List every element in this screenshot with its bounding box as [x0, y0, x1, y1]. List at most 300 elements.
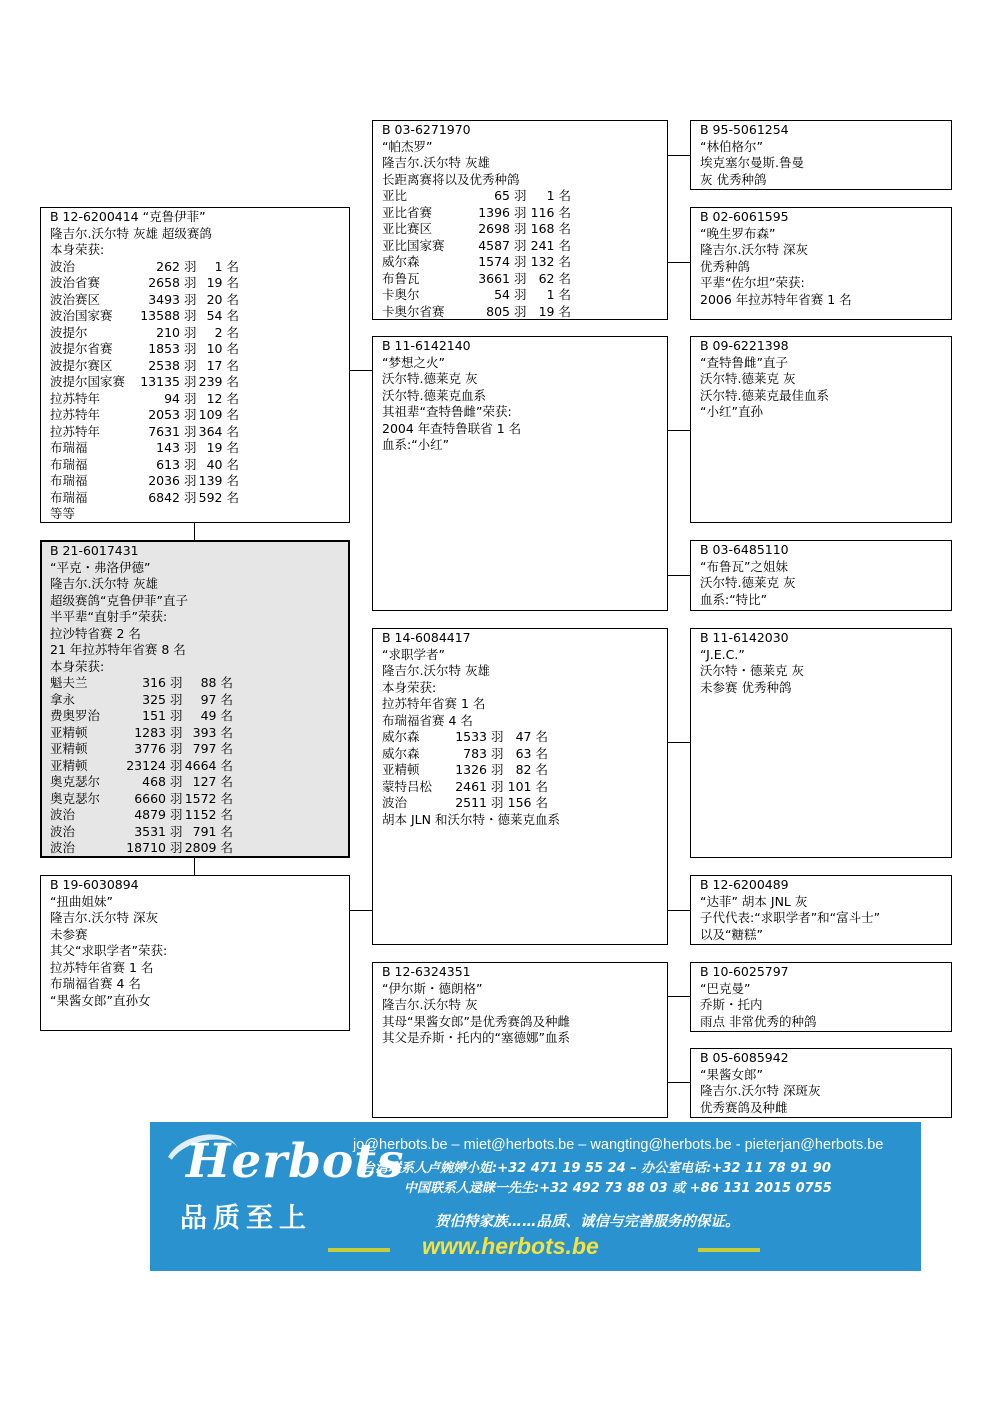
- pedigree-box-ggp-1: [690, 120, 952, 190]
- race-birds: 1853: [148, 341, 180, 356]
- race-result-row: [382, 779, 667, 796]
- race-birds: 468: [142, 774, 166, 789]
- connector: [667, 430, 690, 431]
- herbots-logo: Herbots: [186, 1134, 405, 1189]
- unit-birds: 羽: [514, 237, 527, 253]
- unit-rank: 名: [226, 291, 240, 307]
- unit-birds: 羽: [184, 489, 197, 505]
- pedigree-text-line: 2006 年拉苏特年省赛 1 名: [700, 291, 852, 307]
- pedigree-text-line: “果酱女郎”: [700, 1066, 763, 1082]
- connector: [667, 155, 690, 156]
- race-result-row: [50, 259, 349, 276]
- race-result-row: [50, 807, 348, 824]
- race-result-row: [50, 791, 348, 808]
- pedigree-box-ggp-6: [690, 875, 952, 945]
- race-birds: 2053: [148, 407, 180, 422]
- race-name: 奥克瑟尔: [50, 790, 101, 806]
- race-name: 卡奥尔省赛: [382, 303, 445, 319]
- race-result-row: [50, 692, 348, 709]
- pedigree-text-line: 隆吉尔.沃尔特 深灰: [700, 242, 808, 257]
- pedigree-text-line: 本身荣获:: [50, 242, 105, 257]
- race-rank: 1152: [184, 807, 217, 822]
- unit-rank: 名: [226, 390, 240, 406]
- banner-emails[interactable]: jo@herbots.be – miet@herbots.be – wangting@herbots.be - pieterjan@herbots.be: [353, 1137, 884, 1153]
- race-birds: 1533: [455, 729, 487, 744]
- unit-rank: 名: [226, 407, 240, 422]
- unit-rank: 名: [226, 341, 240, 356]
- pedigree-text-line: 布瑞福省赛 4 名: [50, 976, 141, 991]
- unit-birds: 羽: [184, 456, 197, 472]
- unit-rank: 名: [558, 303, 572, 319]
- pedigree-text-line: “梦想之火”: [382, 354, 445, 370]
- unit-rank: 名: [535, 778, 549, 794]
- pedigree-text-line: “巴克曼”: [700, 980, 751, 996]
- race-birds: 3776: [134, 741, 166, 756]
- banner-decor-line-left: [328, 1248, 390, 1252]
- race-result-row: [50, 741, 348, 758]
- pedigree-box-sire-sire: [372, 120, 668, 320]
- unit-birds: 羽: [170, 741, 183, 756]
- race-name: 波治: [50, 840, 76, 855]
- unit-birds: 羽: [184, 308, 197, 323]
- race-rank: 17: [206, 357, 223, 373]
- pedigree-text-line: 沃尔特・德莱克 灰: [700, 663, 804, 678]
- unit-rank: 名: [226, 275, 240, 290]
- unit-birds: 羽: [514, 303, 527, 319]
- unit-rank: 名: [558, 237, 572, 253]
- pedigree-text-line: 隆吉尔.沃尔特 深斑灰: [700, 1083, 821, 1098]
- race-birds: 143: [156, 440, 180, 455]
- unit-birds: 羽: [170, 807, 183, 822]
- race-name: 拉苏特年: [50, 423, 101, 439]
- unit-birds: 羽: [491, 778, 504, 794]
- race-name: 亚精顿: [50, 741, 88, 756]
- unit-birds: 羽: [184, 440, 197, 455]
- banner-china-contact: 中国联系人逯睐一先生:+32 492 73 88 03 或 +86 131 2015 0755: [404, 1181, 832, 1196]
- race-result-row: [382, 188, 667, 205]
- race-birds: 613: [156, 456, 180, 472]
- pedigree-text-line: 隆吉尔.沃尔特 灰: [382, 997, 478, 1012]
- pedigree-text-line: “小红”直孙: [700, 404, 763, 419]
- unit-rank: 名: [220, 675, 234, 690]
- pedigree-text-line: B 95-5061254: [700, 122, 789, 137]
- pedigree-box-ggp-3: [690, 336, 952, 523]
- banner-decor-line-right: [698, 1248, 760, 1252]
- race-rank: 116: [530, 204, 555, 220]
- race-birds: 4587: [478, 237, 510, 253]
- connector: [667, 996, 690, 997]
- unit-birds: 羽: [170, 840, 183, 855]
- race-name: 蒙特吕松: [382, 778, 433, 794]
- pedigree-text-line: 拉苏特年省赛 1 名: [382, 696, 486, 711]
- race-result-row: [50, 490, 349, 507]
- pedigree-text-line: B 09-6221398: [700, 338, 789, 353]
- race-result-row: [382, 746, 667, 763]
- unit-rank: 名: [558, 287, 572, 302]
- race-birds: 3493: [148, 291, 180, 307]
- race-birds: 2658: [148, 275, 180, 290]
- race-result-row: [382, 238, 667, 255]
- race-birds: 2511: [455, 795, 487, 810]
- pedigree-text-line: 优秀赛鸽及种雌: [700, 1099, 788, 1115]
- unit-rank: 名: [226, 258, 240, 274]
- race-result-row: [50, 275, 349, 292]
- race-rank: 139: [198, 473, 223, 488]
- unit-birds: 羽: [184, 423, 197, 439]
- pedigree-text-line: “晚生罗布森”: [700, 225, 776, 241]
- pedigree-text-line: 沃尔特.德莱克 灰: [700, 371, 796, 386]
- race-rank: 19: [206, 440, 223, 455]
- pedigree-text-line: 沃尔特.德莱克 灰: [382, 371, 478, 386]
- unit-birds: 羽: [184, 341, 197, 356]
- unit-rank: 名: [226, 440, 240, 455]
- race-result-row: [382, 271, 667, 288]
- pedigree-text-line: 以及“糖糕”: [700, 926, 763, 942]
- connector: [667, 575, 690, 576]
- race-rank: 364: [198, 423, 223, 439]
- unit-rank: 名: [558, 270, 572, 286]
- race-result-row: [382, 795, 667, 812]
- pedigree-text-line: 长距离赛将以及优秀种鸽: [382, 171, 520, 187]
- race-name: 亚精顿: [382, 762, 420, 777]
- unit-birds: 羽: [170, 774, 183, 789]
- pedigree-text-line: “伊尔斯・德朗格”: [382, 980, 483, 996]
- unit-birds: 羽: [184, 291, 197, 307]
- pedigree-text-line: “果酱女郎”直孙女: [50, 992, 151, 1008]
- race-result-row: [50, 358, 349, 375]
- race-birds: 262: [156, 258, 180, 274]
- pedigree-text-line: 2004 年查特鲁联省 1 名: [382, 420, 522, 436]
- race-result-row: [382, 287, 667, 304]
- race-result-row: [382, 205, 667, 222]
- pedigree-text-line: 布瑞福省赛 4 名: [382, 712, 473, 728]
- unit-birds: 羽: [184, 407, 197, 422]
- pedigree-box-subject: [40, 540, 350, 858]
- pedigree-box-dam-dam: [372, 962, 668, 1118]
- unit-rank: 名: [226, 357, 240, 373]
- pedigree-text-line: “布鲁瓦”之姐妹: [700, 558, 788, 574]
- pedigree-text-line: B 11-6142030: [700, 630, 789, 645]
- race-birds: 1396: [478, 204, 510, 220]
- pedigree-text-line: “达菲” 胡本 JNL 灰: [700, 893, 808, 909]
- pedigree-text-line: 半平辈“直射手”荣获:: [50, 609, 168, 624]
- race-name: 布瑞福: [50, 456, 88, 472]
- race-rank: 156: [507, 795, 532, 810]
- pedigree-box-ggp-5: [690, 628, 952, 858]
- race-name: 波治省赛: [50, 275, 101, 290]
- unit-rank: 名: [558, 188, 572, 203]
- race-birds: 94: [164, 390, 180, 406]
- race-name: 亚比省赛: [382, 204, 433, 220]
- connector: [349, 910, 372, 911]
- pedigree-text-line: 血系:“小红”: [382, 437, 450, 452]
- pedigree-text-line: B 05-6085942: [700, 1050, 789, 1065]
- race-birds: 783: [463, 745, 487, 761]
- race-rank: 168: [530, 221, 555, 236]
- unit-rank: 名: [226, 324, 240, 340]
- connector: [667, 1082, 690, 1083]
- race-name: 布鲁瓦: [382, 270, 420, 286]
- race-birds: 2036: [148, 473, 180, 488]
- race-birds: 325: [142, 691, 166, 707]
- connector: [667, 742, 690, 743]
- race-result-row: [50, 391, 349, 408]
- race-name: 拉苏特年: [50, 407, 101, 422]
- pedigree-text-line: 灰 优秀种鸽: [700, 171, 767, 187]
- pedigree-text-line: 拉沙特省赛 2 名: [50, 625, 141, 641]
- race-name: 波治国家赛: [50, 308, 113, 323]
- race-rank: 2: [214, 324, 223, 340]
- race-birds: 316: [142, 675, 166, 690]
- race-rank: 109: [198, 407, 223, 422]
- race-birds: 1283: [134, 724, 166, 740]
- pedigree-box-ggp-7: [690, 962, 952, 1032]
- race-rank: 2809: [184, 840, 217, 855]
- race-result-row: [50, 840, 348, 857]
- race-birds: 23124: [126, 757, 166, 773]
- race-rank: 12: [206, 390, 223, 406]
- race-rank: 54: [206, 308, 223, 323]
- race-name: 亚精顿: [50, 757, 88, 773]
- banner-tagline: 贺伯特家族……品质、诚信与完善服务的保证。: [435, 1214, 740, 1230]
- race-result-row: [382, 304, 667, 321]
- unit-birds: 羽: [491, 762, 504, 777]
- race-birds: 54: [494, 287, 510, 302]
- unit-rank: 名: [220, 790, 234, 806]
- race-rank: 791: [192, 823, 217, 839]
- unit-birds: 羽: [514, 287, 527, 302]
- pedigree-text-line: 雨点 非常优秀的种鸽: [700, 1013, 817, 1029]
- pedigree-text-line: “扭曲姐妹”: [50, 893, 113, 909]
- race-rank: 88: [200, 675, 217, 690]
- race-result-row: [50, 473, 349, 490]
- race-rank: 1: [546, 188, 555, 203]
- website-link[interactable]: www.herbots.be: [422, 1233, 599, 1259]
- pedigree-text-line: 沃尔特.德莱克最佳血系: [700, 387, 829, 403]
- race-result-row: [50, 457, 349, 474]
- unit-rank: 名: [535, 729, 549, 744]
- unit-birds: 羽: [514, 254, 527, 269]
- race-birds: 151: [142, 708, 166, 723]
- race-rank: 10: [206, 341, 223, 356]
- pedigree-text-line: 胡本 JLN 和沃尔特・德莱克血系: [382, 811, 560, 827]
- race-birds: 210: [156, 324, 180, 340]
- unit-birds: 羽: [184, 275, 197, 290]
- pedigree-text-line: B 21-6017431: [50, 543, 139, 558]
- unit-rank: 名: [558, 254, 572, 269]
- race-birds: 2538: [148, 357, 180, 373]
- race-name: 拉苏特年: [50, 390, 101, 406]
- race-birds: 6660: [134, 790, 166, 806]
- pedigree-text-line: “平克・弗洛伊德”: [50, 559, 151, 575]
- pedigree-text-line: “J.E.C.”: [700, 646, 745, 662]
- pedigree-box-ggp-2: [690, 207, 952, 320]
- unit-rank: 名: [535, 745, 549, 761]
- pedigree-box-sire-dam: [372, 336, 668, 611]
- unit-birds: 羽: [514, 221, 527, 236]
- pedigree-text-line: 等等: [50, 506, 76, 521]
- race-name: 波治: [50, 823, 76, 839]
- race-result-row: [50, 824, 348, 841]
- pedigree-text-line: 隆吉尔.沃尔特 灰雄: [50, 576, 158, 591]
- unit-birds: 羽: [514, 204, 527, 220]
- race-rank: 47: [515, 729, 532, 744]
- race-name: 魁夫兰: [50, 675, 88, 690]
- unit-rank: 名: [535, 762, 549, 777]
- race-result-row: [50, 424, 349, 441]
- race-name: 波提尔国家赛: [50, 374, 126, 389]
- unit-birds: 羽: [514, 188, 527, 203]
- unit-birds: 羽: [491, 745, 504, 761]
- race-rank: 62: [538, 270, 555, 286]
- race-name: 波治: [50, 807, 76, 822]
- race-result-row: [382, 221, 667, 238]
- pedigree-text-line: B 02-6061595: [700, 209, 789, 224]
- unit-rank: 名: [226, 423, 240, 439]
- pedigree-text-line: B 03-6485110: [700, 542, 789, 557]
- connector: [194, 857, 195, 875]
- unit-rank: 名: [226, 456, 240, 472]
- race-birds: 2461: [455, 778, 487, 794]
- unit-rank: 名: [535, 795, 549, 810]
- race-birds: 3661: [478, 270, 510, 286]
- race-rank: 797: [192, 741, 217, 756]
- race-birds: 1326: [455, 762, 487, 777]
- pedigree-text-line: 隆吉尔.沃尔特 灰雄: [382, 663, 490, 678]
- pedigree-text-line: 其父“求职学者”荣获:: [50, 943, 168, 958]
- pedigree-text-line: B 12-6200414 “克鲁伊菲”: [50, 209, 206, 224]
- race-rank: 19: [206, 275, 223, 290]
- connector: [667, 910, 690, 911]
- unit-rank: 名: [220, 757, 234, 773]
- unit-birds: 羽: [491, 729, 504, 744]
- race-result-row: [382, 254, 667, 271]
- pedigree-text-line: 未参赛: [50, 926, 88, 942]
- pedigree-text-line: 21 年拉苏特年省赛 8 名: [50, 642, 186, 657]
- race-result-row: [50, 440, 349, 457]
- unit-rank: 名: [220, 724, 234, 740]
- race-result-row: [50, 308, 349, 325]
- pedigree-box-ggp-4: [690, 540, 952, 611]
- banner-taiwan-contact: 台湾联系人卢婉婷小姐:+32 471 19 55 24 – 办公室电话:+32 11 78 91 90: [362, 1161, 831, 1176]
- unit-rank: 名: [226, 473, 240, 488]
- race-name: 波提尔赛区: [50, 357, 113, 373]
- race-name: 波治: [50, 258, 76, 274]
- unit-birds: 羽: [170, 790, 183, 806]
- pedigree-text-line: 隆吉尔.沃尔特 灰雄: [382, 155, 490, 170]
- unit-rank: 名: [220, 823, 234, 839]
- pedigree-text-line: 沃尔特.德莱克 灰: [700, 575, 796, 590]
- race-rank: 101: [507, 778, 532, 794]
- race-birds: 1574: [478, 254, 510, 269]
- race-result-row: [50, 758, 348, 775]
- pedigree-text-line: B 12-6200489: [700, 877, 789, 892]
- unit-birds: 羽: [514, 270, 527, 286]
- race-name: 波治赛区: [50, 291, 101, 307]
- herbots-banner: [150, 1122, 921, 1271]
- race-rank: 1: [546, 287, 555, 302]
- race-name: 威尔森: [382, 254, 420, 269]
- unit-birds: 羽: [170, 675, 183, 690]
- race-name: 费奥罗治: [50, 708, 101, 723]
- unit-birds: 羽: [170, 823, 183, 839]
- race-name: 亚比赛区: [382, 221, 433, 236]
- race-name: 威尔森: [382, 745, 420, 761]
- race-name: 亚比: [382, 188, 408, 203]
- race-name: 亚精顿: [50, 724, 88, 740]
- race-rank: 4664: [184, 757, 217, 773]
- pedigree-box-dam: [40, 875, 350, 1031]
- pedigree-text-line: 血系:“特比”: [700, 591, 768, 607]
- race-result-row: [50, 292, 349, 309]
- banner-slogan: 品质至上: [180, 1203, 312, 1234]
- race-birds: 805: [486, 303, 510, 319]
- race-name: 布瑞福: [50, 473, 88, 488]
- unit-rank: 名: [558, 204, 572, 220]
- race-name: 布瑞福: [50, 440, 88, 455]
- pedigree-text-line: “帕杰罗”: [382, 138, 433, 154]
- pedigree-text-line: B 10-6025797: [700, 964, 789, 979]
- pedigree-text-line: B 19-6030894: [50, 877, 139, 892]
- pedigree-text-line: 优秀种鸽: [700, 258, 751, 274]
- pedigree-text-line: 其母“果酱女郎”是优秀赛鸽及种雌: [382, 1013, 570, 1029]
- unit-birds: 羽: [170, 691, 183, 707]
- unit-rank: 名: [220, 840, 234, 855]
- unit-rank: 名: [220, 741, 234, 756]
- race-birds: 3531: [134, 823, 166, 839]
- unit-rank: 名: [220, 691, 234, 707]
- race-result-row: [50, 374, 349, 391]
- race-rank: 393: [192, 724, 217, 740]
- connector: [194, 522, 195, 540]
- pedigree-text-line: 超级赛鸽“克鲁伊菲”直子: [50, 592, 188, 608]
- pedigree-text-line: “查特鲁雌”直子: [700, 354, 788, 370]
- race-name: 波治: [382, 795, 408, 810]
- race-birds: 65: [494, 188, 510, 203]
- race-name: 奥克瑟尔: [50, 774, 101, 789]
- pedigree-text-line: 其父是乔斯・托内的“塞德娜”血系: [382, 1030, 570, 1045]
- pedigree-text-line: 沃尔特.德莱克血系: [382, 387, 486, 403]
- race-result-row: [50, 774, 348, 791]
- race-name: 威尔森: [382, 729, 420, 744]
- race-birds: 18710: [126, 840, 166, 855]
- unit-rank: 名: [220, 708, 234, 723]
- unit-birds: 羽: [184, 374, 197, 389]
- race-rank: 49: [200, 708, 217, 723]
- unit-rank: 名: [220, 807, 234, 822]
- race-result-row: [50, 675, 348, 692]
- pedigree-text-line: 子代代表:“求职学者”和“富斗士”: [700, 910, 881, 925]
- unit-birds: 羽: [491, 795, 504, 810]
- pedigree-text-line: 乔斯・托内: [700, 997, 763, 1012]
- connector: [667, 262, 690, 263]
- unit-birds: 羽: [184, 473, 197, 488]
- race-result-row: [382, 762, 667, 779]
- pedigree-text-line: B 11-6142140: [382, 338, 471, 353]
- unit-rank: 名: [226, 489, 240, 505]
- pedigree-box-ggp-8: [690, 1048, 952, 1118]
- unit-birds: 羽: [184, 258, 197, 274]
- race-result-row: [50, 407, 349, 424]
- unit-birds: 羽: [170, 757, 183, 773]
- race-rank: 40: [206, 456, 223, 472]
- unit-rank: 名: [226, 374, 240, 389]
- unit-birds: 羽: [184, 357, 197, 373]
- pedigree-text-line: 隆吉尔.沃尔特 深灰: [50, 910, 158, 925]
- pedigree-text-line: 本身荣获:: [50, 658, 105, 674]
- race-birds: 13135: [140, 374, 180, 389]
- race-result-row: [382, 729, 667, 746]
